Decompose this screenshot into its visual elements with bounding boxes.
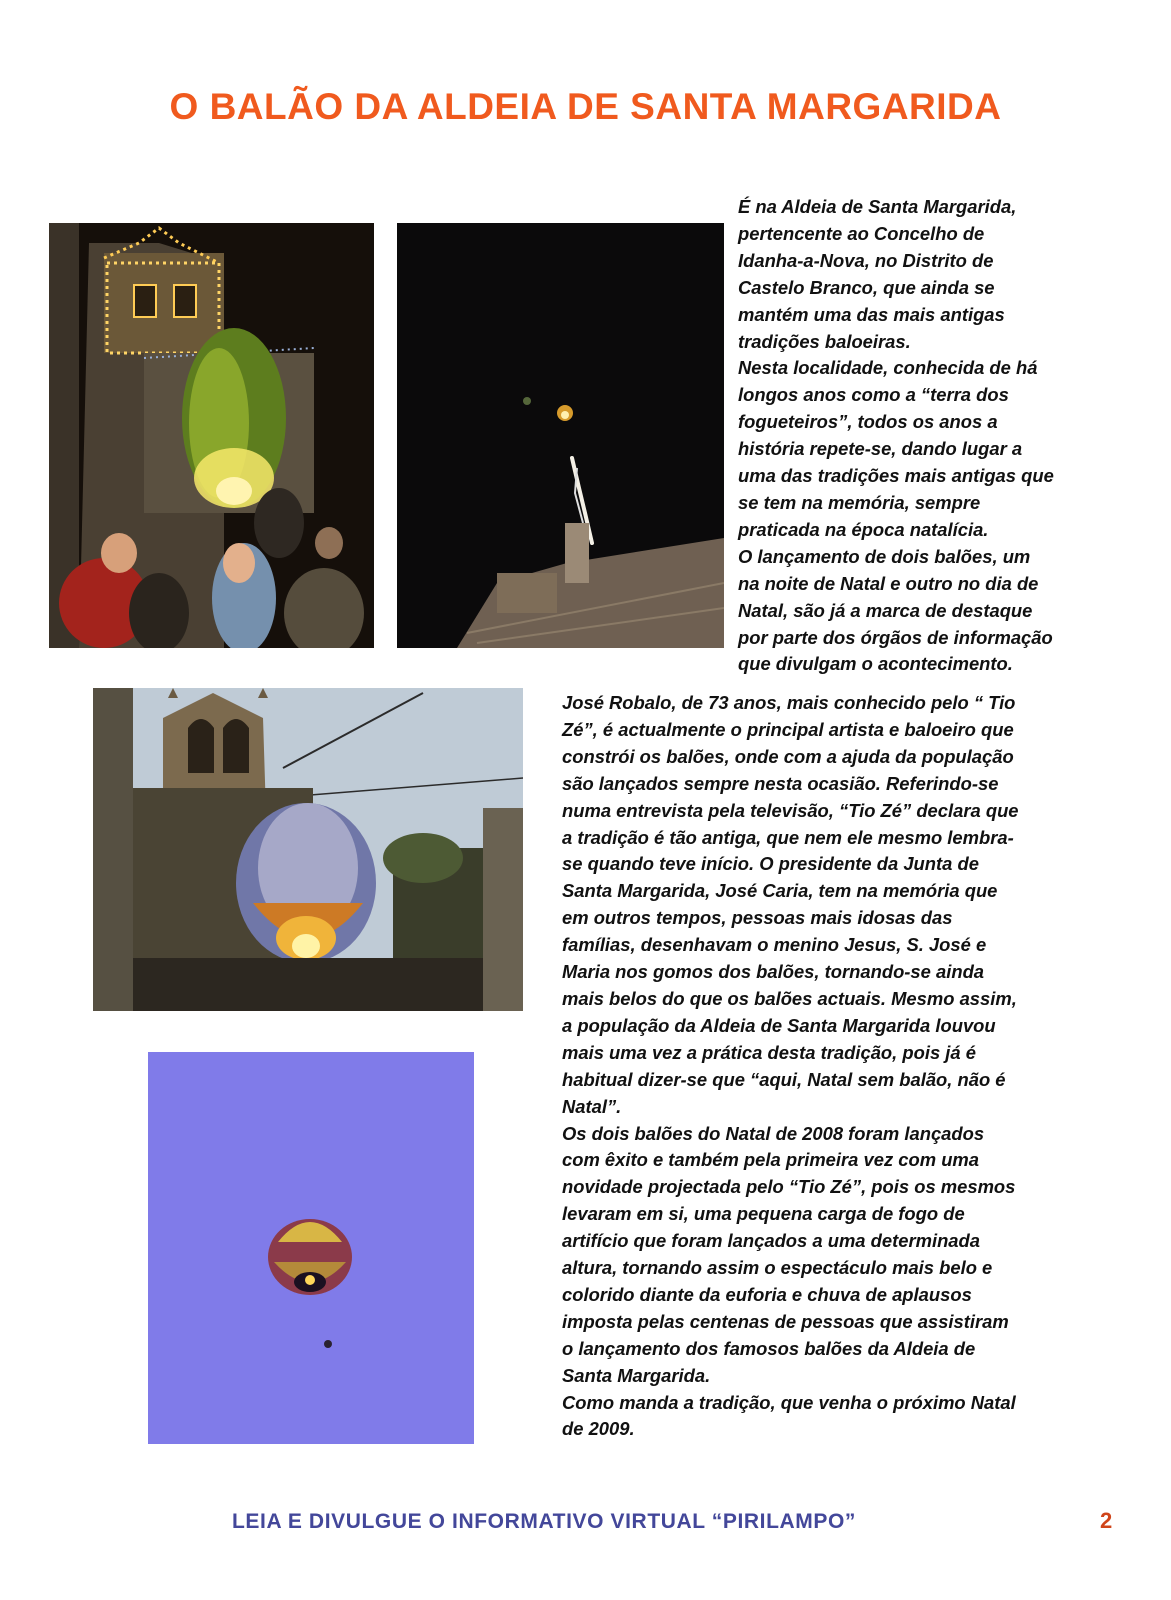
page-title: O BALÃO DA ALDEIA DE SANTA MARGARIDA bbox=[169, 86, 1002, 127]
page-number: 2 bbox=[1100, 1508, 1113, 1533]
photo-balloon-tower-day bbox=[93, 688, 523, 1011]
photo-balloon-night-sky bbox=[397, 223, 724, 648]
article-intro-paragraph: É na Aldeia de Santa Margarida, pertencente ao Concelho de Idanha-a-Nova, no Distrito de Castelo Branco, que ainda se mantém uma das mais antigas tradições baloeiras. Nesta localidade, conhecida de há longos anos como a “terra dos fogueteiros”, todos os anos a história repete-se, dando lugar a uma das tradições mais antigas que se tem na memória, sempre praticada na época natalícia. O lançamento de dois balões, um na noite de Natal e outro no dia de Natal, são já a marca de destaque por parte dos órgãos de informação que divulgam o acontecimento. bbox=[738, 196, 1054, 675]
footer-slogan: LEIA E DIVULGUE O INFORMATIVO VIRTUAL “PIRILAMPO” bbox=[232, 1510, 857, 1533]
photo-balloon-tower-night bbox=[49, 223, 374, 648]
photo-balloon-dusk-sky bbox=[148, 1052, 474, 1444]
article-body-paragraph: José Robalo, de 73 anos, mais conhecido pelo “ Tio Zé”, é actualmente o principal artista e baloeiro que constrói os balões, onde com a ajuda da população são lançados sempre nesta ocasião. Referindo-se numa entrevista pela televisão, “Tio Zé” declara que a tradição é tão antiga, que nem ele mesmo lembra- se quando teve início. O presidente da Junta de Santa Margarida, José Caria, tem na memória que em outros tempos, pessoas mais idosas das famílias, desenhavam o menino Jesus, S. José e Maria nos gomos dos balões, tornando-se ainda mais belos do que os balões actuais. Mesmo assim, a população da Aldeia de Santa Margarida louvou mais uma vez a prática desta tradição, pois já é habitual dizer-se que “aqui, Natal sem balão, não é Natal”. Os dois balões do Natal de 2008 foram lançados com êxito e também pela primeira vez com uma novidade projectada pelo “Tio Zé”, pois os mesmos levaram em si, uma pequena carga de fogo de artifício que foram lançados a uma determinada altura, tornando assim o espectáculo mais belo e colorido diante da euforia e chuva de aplausos imposta pelas centenas de pessoas que assistiram o lançamento dos famosos balões da Aldeia de Santa Margarida. Como manda a tradição, que venha o próximo Natal de 2009. bbox=[562, 692, 1019, 1440]
